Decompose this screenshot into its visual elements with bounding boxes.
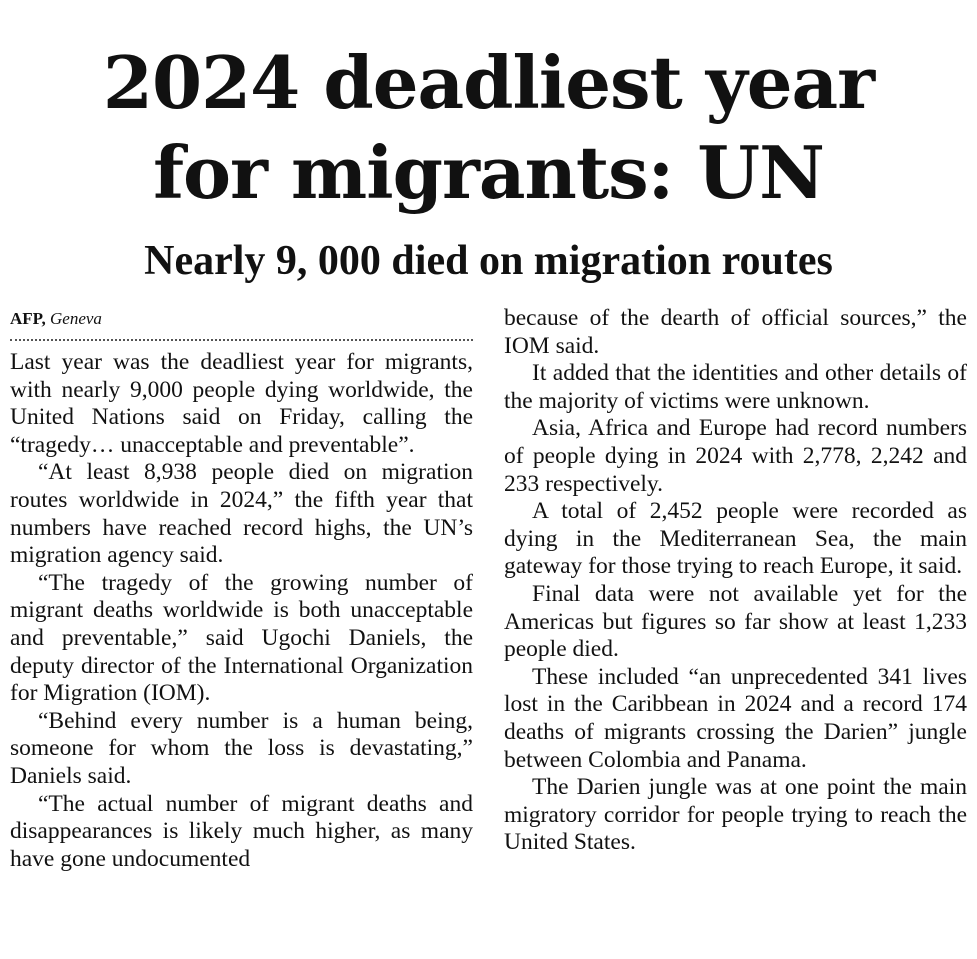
paragraph: “Behind every number is a human being, someone for whom the loss is devastating,” Daniels said. <box>10 707 473 789</box>
paragraph: “At least 8,938 people died on migration routes worldwide in 2024,” the fifth year that numbers have reached record highs, the UN’s migration agency said. <box>10 459 473 569</box>
paragraph: A total of 2,452 people were recorded as dying in the Mediterranean Sea, the main gateway for those trying to reach Europe, it said. <box>504 498 967 580</box>
paragraph: Final data were not available yet for the Americas but figures so far show at least 1,233 people died. <box>504 580 967 663</box>
headline-line-1: 2024 deadliest year <box>102 40 875 125</box>
byline-place: Geneva <box>50 309 102 328</box>
paragraph: It added that the identities and other details of the majority of victims were unknown. <box>504 360 967 414</box>
headline-line-2: for migrants: UN <box>153 130 824 215</box>
paragraph: because of the dearth of official sources,” the IOM said. <box>504 305 967 359</box>
paragraph: “The tragedy of the growing number of migrant deaths worldwide is both unacceptable and preventable,” said Ugochi Daniels, the deputy director of the International Organization for Migration (IOM). <box>10 569 473 707</box>
article-column-left <box>10 305 473 873</box>
headline <box>0 38 977 218</box>
paragraph: Asia, Africa and Europe had record numbers of people dying in 2024 with 2,778, 2,242 and 233 respectively. <box>504 415 967 497</box>
byline <box>10 305 473 333</box>
byline-divider <box>10 339 473 341</box>
paragraph: Last year was the deadliest year for migrants, with nearly 9,000 people dying worldwide, the United Nations said on Friday, calling the “tragedy… unacceptable and preventable”. <box>10 349 473 458</box>
paragraph: “The actual number of migrant deaths and disappearances is likely much higher, as many have gone undocumented <box>10 790 473 872</box>
byline-agency: AFP, <box>10 309 46 328</box>
paragraph: These included “an unprecedented 341 lives lost in the Caribbean in 2024 and a record 174 deaths of migrants crossing the Darien” jungle between Colombia and Panama. <box>504 663 967 773</box>
article-column-right <box>504 305 967 857</box>
paragraph: The Darien jungle was at one point the main migratory corridor for people trying to reach the United States. <box>504 774 967 856</box>
subheadline: Nearly 9, 000 died on migration routes <box>144 238 833 284</box>
